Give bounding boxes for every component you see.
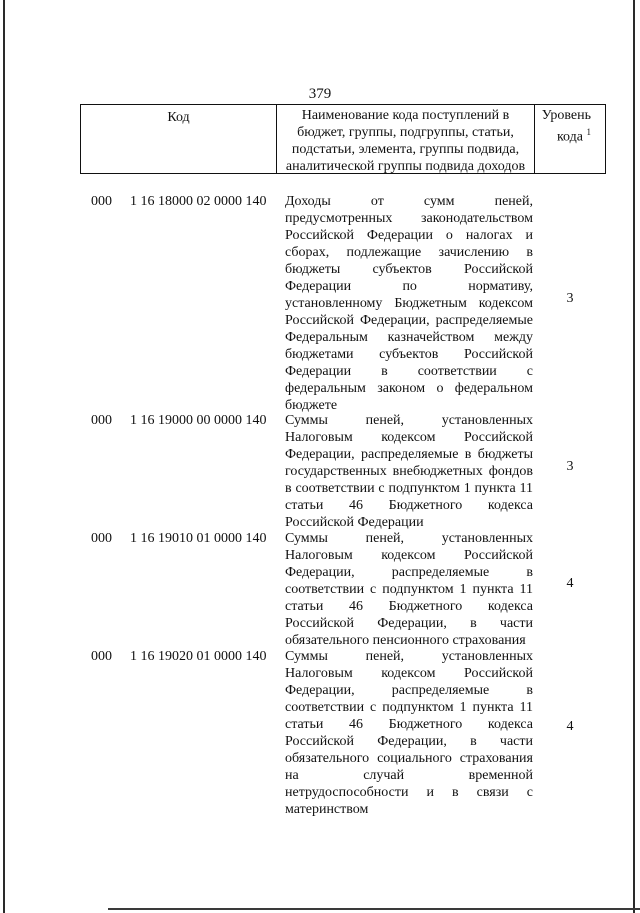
- revenue-code: 1 16 18000 02 0000 140: [130, 194, 267, 209]
- scan-border-right: [633, 0, 635, 913]
- scan-border-left: [3, 0, 5, 913]
- code-level: 4: [566, 576, 574, 591]
- header-level-label: Уровень кода: [541, 108, 591, 145]
- page-number: 379: [308, 86, 332, 102]
- admin-code: 000: [91, 531, 112, 546]
- revenue-name: Доходы от сумм пеней, предусмотренных законодательством Российской Федерации о налогах и сборах, подлежащие зачислению в бюджеты субъектов Российской Федерации по нормативу, установленному Бюджетным кодексом Российской Федерации, распределяемые Федеральным казначейством между бюджетами субъектов Российской Федерации в соответствии с федеральным законом о федеральном бюджете: [285, 194, 533, 413]
- revenue-name: Суммы пеней, установленных Налоговым кодексом Российской Федерации, распределяемые в соответствии с подпунктом 1 пункта 11 статьи 46 Бюджетного кодекса Российской Федерации, в части обязательного пенсионного страхования: [285, 531, 533, 648]
- admin-code: 000: [91, 649, 112, 664]
- admin-code: 000: [91, 194, 112, 209]
- code-level: 3: [566, 291, 574, 306]
- revenue-code: 1 16 19010 01 0000 140: [130, 531, 267, 546]
- revenue-name: Суммы пеней, установленных Налоговым кодексом Российской Федерации, распределяемые в соответствии с подпунктом 1 пункта 11 статьи 46 Бюджетного кодекса Российской Федерации, в части обязательного социального страхования на случай временной нетрудоспособности и в связи с материнством: [285, 649, 533, 817]
- header-level-footnote: 1: [586, 127, 591, 137]
- code-level: 4: [566, 719, 574, 734]
- table-header: [80, 104, 606, 174]
- revenue-name: Суммы пеней, установленных Налоговым кодексом Российской Федерации, распределяемые в бюджеты государственных внебюджетных фондов в соответствии с подпунктом 1 пункта 11 статьи 46 Бюджетного кодекса Российской Федерации: [285, 413, 533, 530]
- revenue-code: 1 16 19020 01 0000 140: [130, 649, 267, 664]
- header-name: Наименование кода поступлений в бюджет, группы, подгруппы, статьи, подстатьи, элемента, группы подвида, аналитической группы подвида доходов: [277, 105, 535, 173]
- revenue-code: 1 16 19000 00 0000 140: [130, 413, 267, 428]
- code-level: 3: [566, 459, 574, 474]
- admin-code: 000: [91, 413, 112, 428]
- header-code: Код: [81, 105, 277, 173]
- header-level: [535, 105, 605, 173]
- scan-border-bottom: [108, 908, 640, 910]
